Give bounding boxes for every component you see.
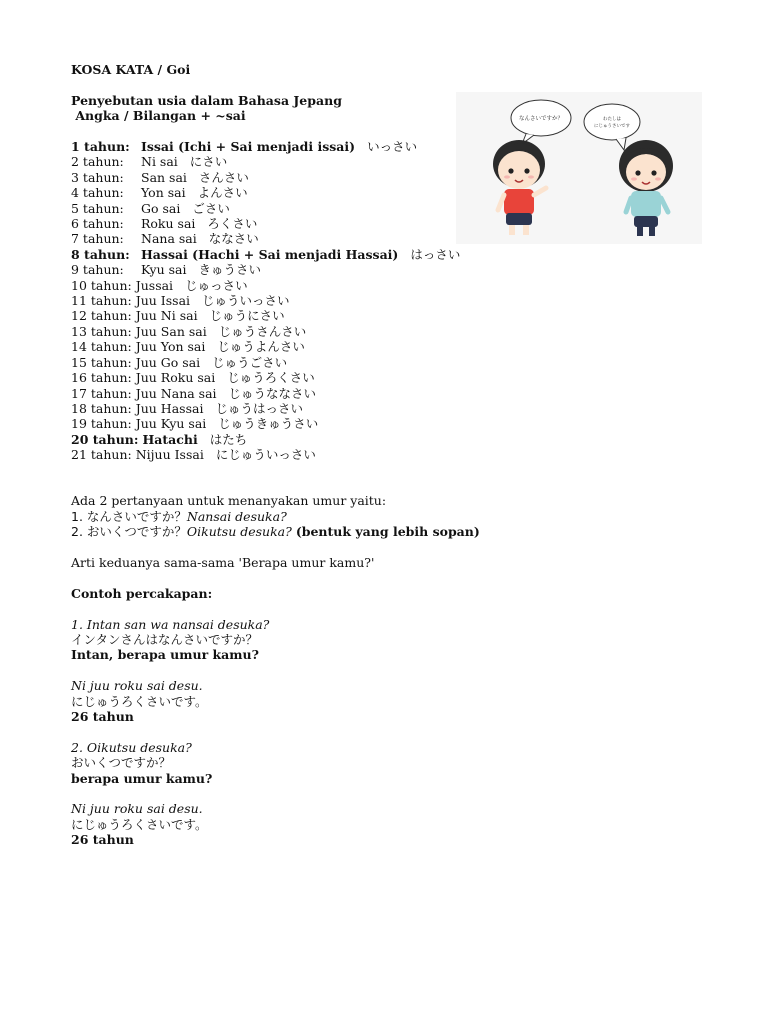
conversation-meaning: berapa umur kamu?: [71, 770, 213, 786]
age-reading: Jussai: [135, 277, 174, 293]
age-reading: Juu Roku sai: [135, 370, 216, 386]
age-row: [71, 278, 711, 293]
subtitle: Penyebutan usia dalam Bahasa Jepang: [71, 92, 342, 108]
age-row: [71, 447, 711, 462]
conversation-romaji: 1. Intan san wa nansai desuka?: [71, 616, 270, 632]
meaning-text: Arti keduanya sama-sama 'Berapa umur kamu?': [71, 554, 375, 570]
age-kana: さんさい: [198, 169, 249, 185]
age-reading: Hassai (Hachi + Sai menjadi Hassai): [141, 246, 399, 262]
conversation-kana: おいくつですか？: [71, 755, 172, 771]
age-kana: はっさい: [410, 246, 461, 262]
age-label: 18 tahun:: [71, 400, 132, 416]
age-kana: ろくさい: [207, 216, 258, 232]
conversation-kana: インタンさんはなんさいですか？: [71, 631, 259, 647]
age-label: 8 tahun:: [71, 246, 130, 262]
age-row: [71, 185, 711, 200]
age-reading: Kyu sai: [141, 262, 187, 278]
conversation-meaning: 26 tahun: [71, 708, 134, 724]
age-label: 19 tahun:: [71, 416, 132, 432]
subtitle-formula: [71, 108, 711, 123]
age-kana: にじゅういっさい: [215, 447, 316, 463]
age-row: [71, 293, 711, 308]
age-label: 3 tahun:: [71, 169, 124, 185]
age-row: [71, 216, 711, 231]
age-kana: ななさい: [208, 231, 259, 247]
age-row: [71, 154, 711, 169]
age-kana: はたち: [209, 431, 248, 447]
age-label: 5 tahun:: [71, 200, 124, 216]
conversation-romaji: 2. Oikutsu desuka?: [71, 739, 192, 755]
age-label: 14 tahun:: [71, 339, 132, 355]
conversation-kana: にじゅうろくさいです。: [71, 816, 208, 832]
age-label: 10 tahun:: [71, 277, 132, 293]
age-label: 2 tahun:: [71, 154, 124, 170]
age-kana: じゅっさい: [185, 277, 248, 293]
age-kana: じゅうにさい: [209, 308, 285, 324]
question-2-romaji: Oikutsu desuka?: [186, 524, 292, 540]
bubble-left-text: なんさいですか？: [518, 116, 564, 122]
age-kana: ごさい: [192, 200, 230, 216]
age-row: [71, 201, 711, 216]
age-label: 13 tahun:: [71, 323, 132, 339]
question-2: [71, 524, 711, 539]
age-reading: Hatachi: [142, 431, 198, 447]
conversation-romaji: Ni juu roku sai desu.: [71, 678, 203, 694]
age-label: 4 tahun:: [71, 185, 124, 201]
age-kana: じゅうさんさい: [218, 323, 307, 339]
age-kana: じゅうはっさい: [215, 400, 303, 416]
age-reading: Yon sai: [141, 185, 186, 201]
conversation-romaji: Ni juu roku sai desu.: [71, 801, 203, 817]
document-body: [71, 62, 711, 848]
age-kana: じゅうきゅうさい: [218, 416, 319, 432]
age-list: [71, 139, 711, 463]
age-row: [71, 339, 711, 354]
conversation-line: [71, 617, 711, 663]
page-title: KOSA KATA / Goi: [71, 62, 191, 77]
age-kana: よんさい: [197, 185, 248, 201]
conversation-meaning: 26 tahun: [71, 832, 134, 848]
age-row: [71, 401, 711, 416]
age-label: 11 tahun:: [71, 293, 132, 309]
bubble-right-text-2: にじゅうさいです: [594, 124, 630, 129]
age-label: 20 tahun:: [71, 431, 139, 447]
age-kana: じゅうろくさい: [227, 370, 315, 386]
age-label: 15 tahun:: [71, 354, 132, 370]
age-kana: じゅうごさい: [212, 354, 288, 370]
age-reading: San sai: [141, 169, 187, 185]
conversation-meaning: Intan, berapa umur kamu?: [71, 647, 259, 663]
age-row: [71, 308, 711, 323]
age-reading: Nijuu Issai: [135, 447, 204, 463]
question-2-note: (bentuk yang lebih sopan): [295, 524, 480, 540]
age-kana: いっさい: [367, 139, 418, 154]
questions-intro: Ada 2 pertanyaan untuk menanyakan umur yaitu:: [71, 493, 387, 509]
age-reading: Juu Nana sai: [135, 385, 217, 401]
conversation-line: [71, 740, 711, 786]
age-reading: Juu San sai: [135, 323, 207, 339]
conversation-title: Contoh percakapan:: [71, 585, 213, 601]
age-row: [71, 324, 711, 339]
age-reading: Juu Issai: [135, 293, 191, 309]
age-reading: Juu Yon sai: [135, 339, 206, 355]
age-label: 9 tahun:: [71, 262, 124, 278]
age-kana: じゅういっさい: [202, 293, 290, 309]
age-kana: じゅうよんさい: [217, 339, 305, 355]
age-reading: Juu Kyu sai: [135, 416, 207, 432]
conversation-line: [71, 801, 711, 847]
age-row: [71, 370, 711, 385]
age-label: 6 tahun:: [71, 216, 124, 232]
age-reading: Roku sai: [141, 216, 196, 232]
age-label: 12 tahun:: [71, 308, 132, 324]
age-label: 1 tahun:: [71, 139, 130, 154]
age-label: 16 tahun:: [71, 370, 132, 386]
age-label: 17 tahun:: [71, 385, 132, 401]
age-reading: Juu Go sai: [135, 354, 201, 370]
age-row: [71, 170, 711, 185]
age-row: [71, 432, 711, 447]
age-row: [71, 386, 711, 401]
age-row: [71, 416, 711, 431]
age-reading: Ni sai: [141, 154, 178, 170]
age-reading: Issai (Ichi + Sai menjadi issai): [141, 139, 356, 154]
age-row: [71, 262, 711, 277]
age-reading: Nana sai: [141, 231, 197, 247]
conversation: [71, 617, 711, 848]
conversation-line: [71, 678, 711, 724]
conversation-kana: にじゅうろくさいです。: [71, 693, 208, 709]
question-1-romaji: Nansai desuka?: [186, 508, 287, 524]
question-1-kana: 1. なんさいですか？: [71, 508, 187, 524]
age-row: [71, 247, 711, 262]
age-label: 7 tahun:: [71, 231, 124, 247]
age-reading: Juu Hassai: [135, 400, 204, 416]
age-label: 21 tahun:: [71, 447, 132, 463]
age-reading: Juu Ni sai: [135, 308, 198, 324]
age-kana: じゅうななさい: [228, 385, 317, 401]
question-2-kana: 2. おいくつですか？: [71, 524, 187, 540]
age-kana: にさい: [189, 154, 228, 170]
question-1: [71, 509, 711, 524]
age-kana: きゅうさい: [198, 262, 262, 278]
age-row: [71, 355, 711, 370]
bubble-right-text-1: わたしは: [603, 117, 621, 122]
age-row: [71, 139, 711, 154]
age-reading: Go sai: [141, 200, 181, 216]
subtitle-formula-text: Angka / Bilangan + ~sai: [75, 108, 246, 124]
age-row: [71, 231, 711, 246]
